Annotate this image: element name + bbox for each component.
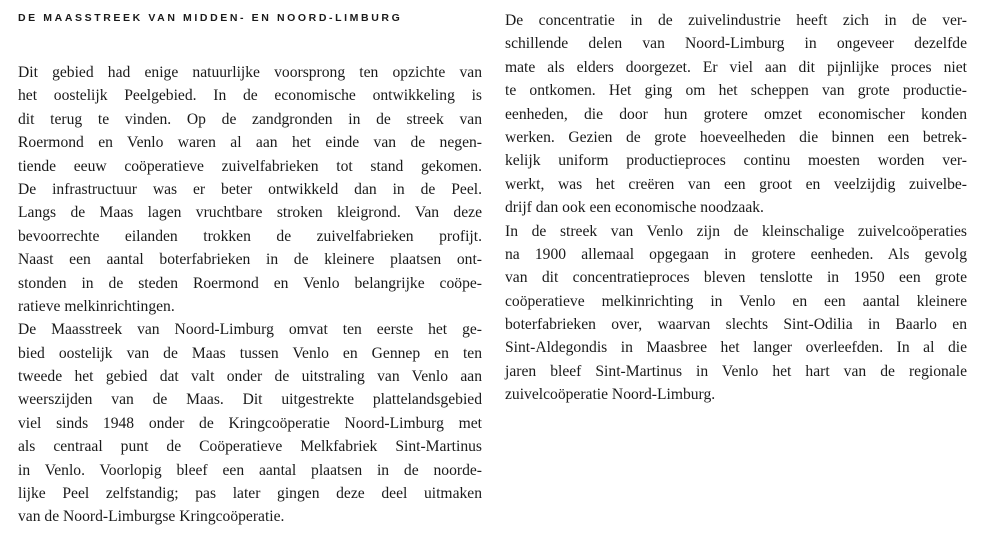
text-line: ratieve melkinrichtingen.: [18, 297, 175, 315]
text-line: In de streek van Venlo zijn de kleinschalige zuivelcoöperaties: [505, 222, 967, 240]
text-line: na 1900 allemaal opgegaan in grotere eenheden. Als gevolg: [505, 245, 967, 263]
text-line: Sint-Aldegondis in Maasbree het langer overleefden. In al die: [505, 339, 967, 357]
text-line: als centraal punt de Coöperatieve Melkfabriek Sint-Martinus: [18, 438, 482, 456]
text-line: kelijk uniform productieproces continu moesten worden ver-: [505, 152, 967, 170]
text-line: dit terug te vinden. Op de zandgronden in de streek van: [18, 110, 482, 128]
text-line: werkt, was het creëren van een groot en veelzijdig zuivelbe-: [505, 175, 967, 193]
paragraph: [18, 61, 482, 318]
text-line: coöperatieve melkinrichting in Venlo en een aantal kleinere: [505, 292, 967, 310]
text-line: schillende delen van Noord-Limburg in ongeveer dezelfde: [505, 35, 967, 53]
text-line: het oostelijk Peelgebied. In de economische ontwikkeling is: [18, 87, 482, 105]
section-heading: DE MAASSTREEK VAN MIDDEN- EN NOORD-LIMBURG: [18, 12, 403, 24]
left-column-text: [18, 61, 482, 529]
text-line: drijf dan ook een economische noodzaak.: [505, 199, 764, 217]
text-line: Roermond en Venlo waren al aan het einde van de negen-: [18, 134, 482, 152]
text-line: Dit gebied had enige natuurlijke voorsprong ten opzichte van: [18, 64, 482, 81]
text-line: tiende eeuw coöperatieve zuivelfabrieken tot stand gekomen.: [18, 157, 482, 175]
text-line: viel sinds 1948 onder de Kringcoöperatie Noord-Limburg met: [18, 414, 482, 432]
text-line: van dit concentratieproces bleven tenslotte in 1950 een grote: [505, 269, 967, 287]
text-line: De Maasstreek van Noord-Limburg omvat ten eerste het ge-: [18, 321, 482, 339]
paragraph: [505, 220, 967, 407]
text-line: werken. Gezien de grote hoeveelheden die binnen een betrek-: [505, 128, 967, 146]
text-line: mate als elders doorgezet. Er viel aan dit pijnlijke proces niet: [505, 58, 967, 76]
text-line: bied oostelijk van de Maas tussen Venlo en Gennep en ten: [18, 344, 482, 362]
text-line: jaren bleef Sint-Martinus in Venlo het hart van de regionale: [505, 362, 967, 380]
text-line: De infrastructuur was er beter ontwikkeld dan in de Peel.: [18, 180, 482, 198]
paragraph: [18, 318, 482, 529]
text-line: te ontkomen. Het ging om het scheppen van grote productie-: [505, 82, 967, 100]
text-line: bevoorrechte eilanden trokken de zuivelfabrieken profijt.: [18, 227, 482, 245]
text-line: De concentratie in de zuivelindustrie heeft zich in de ver-: [505, 12, 967, 29]
text-line: lijke Peel zelfstandig; pas later gingen deze deel uitmaken: [18, 485, 482, 503]
text-line: tweede het gebied dat valt onder de uitstraling van Venlo aan: [18, 368, 482, 386]
text-line: weerszijden van de Maas. Dit uitgestrekte plattelandsgebied: [18, 391, 482, 409]
text-line: eenheden, die door hun grotere omzet economischer konden: [505, 105, 967, 123]
right-column-text: [505, 9, 967, 407]
text-line: van de Noord-Limburgse Kringcoöperatie.: [18, 508, 285, 526]
paragraph: [505, 9, 967, 220]
text-line: Naast een aantal boterfabrieken in de kleinere plaatsen ont-: [18, 251, 482, 269]
text-line: in Venlo. Voorlopig bleef een aantal plaatsen in de noorde-: [18, 461, 482, 479]
text-line: stonden in de steden Roermond en Venlo belangrijke coöpe-: [18, 274, 482, 292]
text-line: zuivelcoöperatie Noord-Limburg.: [505, 386, 716, 404]
text-line: Langs de Maas lagen vruchtbare stroken kleigrond. Van deze: [18, 204, 482, 222]
text-line: boterfabrieken over, waarvan slechts Sint-Odilia in Baarlo en: [505, 316, 967, 334]
